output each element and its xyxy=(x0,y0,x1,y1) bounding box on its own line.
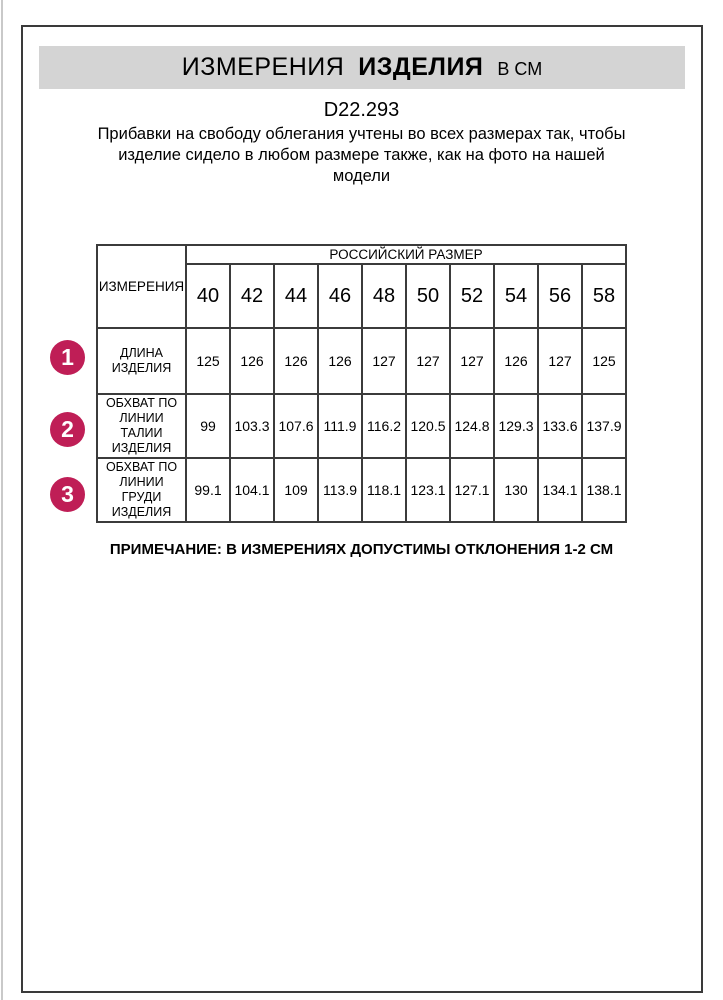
table-row-waist xyxy=(97,394,626,458)
measurement-value: 127 xyxy=(406,328,450,394)
measurement-value: 103.3 xyxy=(230,394,274,458)
table-group-header-row xyxy=(97,245,626,264)
fit-description-line: изделие сидело в любом размере также, как на фото на нашей xyxy=(118,146,605,164)
fit-description xyxy=(0,124,723,187)
measurement-value: 118.1 xyxy=(362,458,406,522)
russian-size-header-cell: РОССИЙСКИЙ РАЗМЕР xyxy=(186,245,626,264)
row-marker-3: 3 xyxy=(50,477,85,512)
measurement-value: 109 xyxy=(274,458,318,522)
measurement-value: 125 xyxy=(582,328,626,394)
size-header-cell: 40 xyxy=(186,264,230,328)
measurement-value: 138.1 xyxy=(582,458,626,522)
row-marker-1: 1 xyxy=(50,340,85,375)
row-label-waist: ОБХВАТ ПО ЛИНИИ ТАЛИИ ИЗДЕЛИЯ xyxy=(97,394,186,458)
size-header-cell: 46 xyxy=(318,264,362,328)
table-row-chest xyxy=(97,458,626,522)
measurement-value: 111.9 xyxy=(318,394,362,458)
measurement-value: 120.5 xyxy=(406,394,450,458)
product-code: D22.293 xyxy=(323,99,400,121)
measurement-value: 124.8 xyxy=(450,394,494,458)
size-header-cell: 54 xyxy=(494,264,538,328)
title-product-word: ИЗДЕЛИЯ xyxy=(358,53,484,81)
measurement-value: 130 xyxy=(494,458,538,522)
size-header-cell: 56 xyxy=(538,264,582,328)
measurement-value: 137.9 xyxy=(582,394,626,458)
size-header-cell: 50 xyxy=(406,264,450,328)
size-header-cell: 58 xyxy=(582,264,626,328)
measurement-value: 126 xyxy=(230,328,274,394)
measurement-value: 127.1 xyxy=(450,458,494,522)
measurement-value: 104.1 xyxy=(230,458,274,522)
measurement-value: 134.1 xyxy=(538,458,582,522)
row-label-length: ДЛИНА ИЗДЕЛИЯ xyxy=(97,328,186,394)
row-label-chest: ОБХВАТ ПО ЛИНИИ ГРУДИ ИЗДЕЛИЯ xyxy=(97,458,186,522)
corner-header-cell: ИЗМЕРЕНИЯ xyxy=(97,245,186,328)
table-row-length xyxy=(97,328,626,394)
measurement-value: 126 xyxy=(274,328,318,394)
row-marker-2: 2 xyxy=(50,412,85,447)
measurement-value: 99 xyxy=(186,394,230,458)
title-bar xyxy=(39,46,685,89)
measurement-value: 127 xyxy=(450,328,494,394)
measurement-value: 129.3 xyxy=(494,394,538,458)
measurement-value: 113.9 xyxy=(318,458,362,522)
size-measurements-table xyxy=(96,244,627,523)
measurement-value: 123.1 xyxy=(406,458,450,522)
title-units-word: В СМ xyxy=(497,59,543,79)
measurement-value: 125 xyxy=(186,328,230,394)
title-measurements-word: ИЗМЕРЕНИЯ xyxy=(181,53,345,81)
measurement-value: 133.6 xyxy=(538,394,582,458)
measurement-value: 99.1 xyxy=(186,458,230,522)
size-header-cell: 48 xyxy=(362,264,406,328)
measurement-value: 126 xyxy=(318,328,362,394)
size-header-cell: 44 xyxy=(274,264,318,328)
fit-description-line: Прибавки на свободу облегания учтены во всех размерах так, чтобы xyxy=(97,125,626,143)
measurement-value: 107.6 xyxy=(274,394,318,458)
size-header-cell: 42 xyxy=(230,264,274,328)
measurement-value: 127 xyxy=(362,328,406,394)
size-header-cell: 52 xyxy=(450,264,494,328)
measurement-value: 127 xyxy=(538,328,582,394)
measurement-value: 116.2 xyxy=(362,394,406,458)
tolerance-note: ПРИМЕЧАНИЕ: В ИЗМЕРЕНИЯХ ДОПУСТИМЫ ОТКЛОНЕНИЯ 1-2 СМ xyxy=(109,541,614,558)
measurement-value: 126 xyxy=(494,328,538,394)
fit-description-line: модели xyxy=(332,167,391,185)
